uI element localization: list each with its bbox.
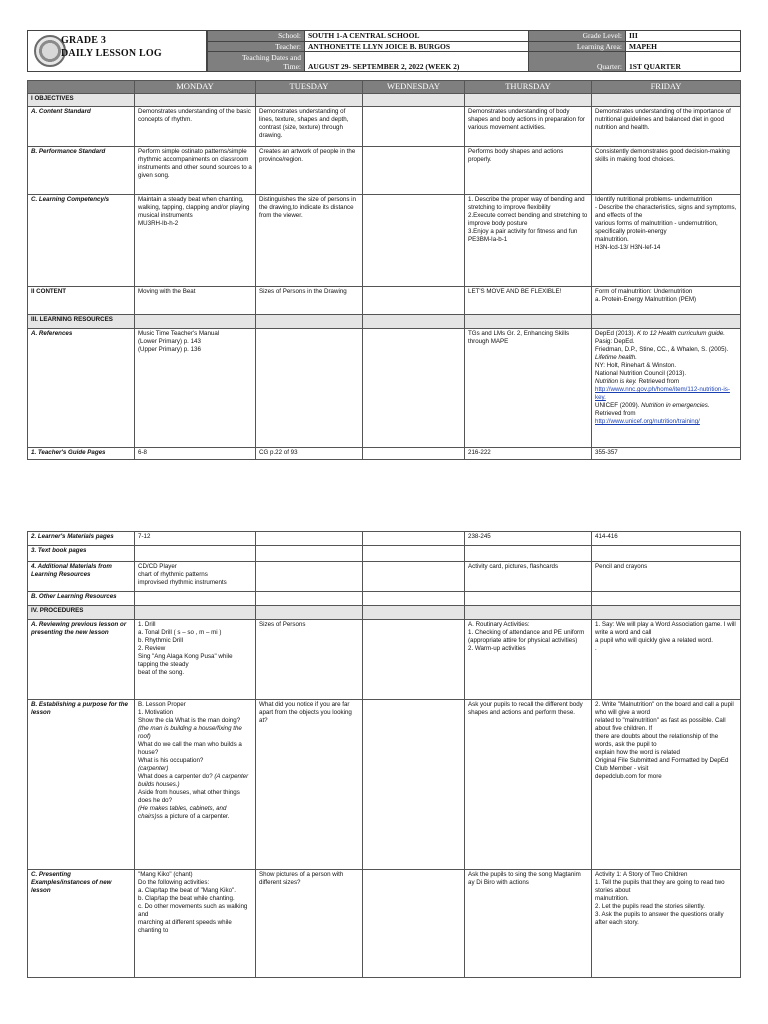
cell-monday: [135, 546, 256, 562]
text-line: 1. Describe the proper way of bending and stretching to improve flexibility: [468, 196, 585, 211]
cell-tuesday: Creates an artwork of people in the province/region.: [256, 147, 363, 195]
answer-line: (carpenter): [138, 765, 169, 772]
text-line: [595, 330, 737, 346]
text-line: CD/CD Player: [138, 563, 177, 570]
cell-friday: Demonstrates understanding of the importance of nutritional guidelines and balanced diet in good nutrition and health.: [592, 107, 741, 147]
cell-friday: [592, 592, 741, 606]
text-line: explain how the word is related: [595, 749, 680, 756]
cell-monday: [135, 329, 256, 448]
nnc-link[interactable]: http://www.nnc.gov.ph/home/item/112-nutrition-is-key.: [595, 386, 730, 401]
text-line: Show the cla What is the man doing?: [138, 717, 241, 724]
answer-text: (A carpenter builds houses.): [138, 773, 249, 788]
text-line: various forms of malnutrition - undernutrition, specifically protein-energy: [595, 220, 718, 235]
cell-wednesday: [363, 562, 465, 592]
content-standard-row: [28, 107, 741, 147]
reviewing-row: [28, 620, 741, 700]
row-label: B. Other Learning Resources: [28, 592, 135, 606]
cell-thursday: Performs body shapes and actions properly.: [465, 147, 592, 195]
cell-tuesday: Demonstrates understanding of lines, texture, shapes and depth, contrast (size, texture) through drawing.: [256, 107, 363, 147]
quarter-label: Quarter:: [529, 52, 626, 72]
competency-code: MU3RH-Ib-h-2: [138, 220, 179, 227]
text-line: b. Rhythmic Drill: [138, 637, 184, 644]
competency-code: H3N-Icd-13/ H3N-Ief-14: [595, 244, 661, 251]
text-line: improvised rhythmic instruments: [138, 579, 227, 586]
section-fill: [256, 315, 363, 329]
row-label: C. Learning Competency/s: [28, 195, 135, 287]
ref-title: K to 12 Health curriculum guide.: [636, 330, 726, 337]
text-line: What is his occupation?: [138, 757, 204, 764]
cell-friday: Consistently demonstrates good decision-making skills in making food choices.: [592, 147, 741, 195]
area-value: MAPEH: [626, 41, 741, 52]
section-fill: [135, 606, 256, 620]
textbook-row: [28, 546, 741, 562]
text-line: Maintain a steady beat when chanting, walking, tapping, clapping and/or playing musical instruments: [138, 196, 250, 219]
day-friday: FRIDAY: [592, 81, 741, 94]
cell-wednesday: [363, 700, 465, 870]
question-text: What does a carpenter do?: [138, 773, 215, 780]
text-line: Aside from houses, what other things does he do?: [138, 789, 240, 804]
performance-standard-row: [28, 147, 741, 195]
text-line: Activity 1: A Story of Two Children: [595, 871, 688, 878]
document-title: [61, 34, 162, 60]
ref-text: Retrieved from: [636, 378, 680, 385]
lesson-table-part2: [27, 531, 741, 978]
text-line: NY: Holt, Rinehart & Winston.: [595, 362, 677, 369]
text-line: .: [595, 645, 597, 652]
cell-tuesday: [256, 562, 363, 592]
section-fill: [363, 315, 465, 329]
section-fill: [465, 315, 592, 329]
text-line: malnutrition.: [595, 236, 629, 243]
presenting-row: [28, 870, 741, 978]
text-line: 1. Motivation: [138, 709, 174, 716]
text-line: 1. Drill: [138, 621, 156, 628]
cell-tuesday: Show pictures of a person with different sizes?: [256, 870, 363, 978]
text-line: [595, 378, 737, 386]
competency-row: [28, 195, 741, 287]
cell-monday: [135, 870, 256, 978]
row-label: A. Content Standard: [28, 107, 135, 147]
text-line: 2. Warm-up activities: [468, 645, 526, 652]
tg-pages-row: [28, 448, 741, 460]
text-line: a pupil who will quickly give a related word.: [595, 637, 713, 644]
ref-text: UNICEF (2009).: [595, 402, 642, 409]
cell-monday: [135, 592, 256, 606]
text-line: 1. Say: We will play a Word Association game. I will write a word and call: [595, 621, 736, 636]
row-label: 4. Additional Materials from Learning Resources: [28, 562, 135, 592]
question-text: ss a picture of a carpenter.: [156, 813, 230, 820]
objectives-row: [28, 94, 741, 107]
section-fill: [363, 606, 465, 620]
dates-label-line2: Time:: [283, 61, 301, 71]
cell-monday: [135, 700, 256, 870]
cell-wednesday: [363, 329, 465, 448]
cell-thursday: 216-222: [465, 448, 592, 460]
row-label: A. Reviewing previous lesson or presenting the new lesson: [28, 620, 135, 700]
text-line: 1. Tell the pupils that they are going to read two stories about: [595, 879, 725, 894]
competency-code: PE3BM-Ia-b-1: [468, 236, 508, 243]
ref-text: DepEd (2013).: [595, 330, 637, 337]
cell-friday: [592, 287, 741, 315]
text-line: a. Protein-Energy Malnutrition (PEM): [595, 296, 697, 303]
ref-text: Pasig: DepEd.: [595, 338, 635, 345]
cell-thursday: TGs and LMs Gr. 2, Enhancing Skills through MAPE: [465, 329, 592, 448]
resources-row: [28, 315, 741, 329]
section-fill: [363, 94, 465, 107]
dates-value: AUGUST 29- SEPTEMBER 2, 2022 (WEEK 2): [305, 52, 529, 72]
cell-monday: [135, 620, 256, 700]
ref-text: Friedman, D.P., Stine, CC., & Whalen, S. (2005).: [595, 346, 729, 353]
text-line: a. Tonal Drill ( s – so , m – mi ): [138, 629, 222, 636]
cell-thursday: Demonstrates understanding of body shapes and body actions in preparation for various movement activities.: [465, 107, 592, 147]
other-resources-row: [28, 592, 741, 606]
dates-label: [208, 52, 305, 72]
cell-friday: Pencil and crayons: [592, 562, 741, 592]
cell-monday: [135, 562, 256, 592]
section-fill: [256, 606, 363, 620]
text-line: Identify nutritional problems- undernutrition: [595, 196, 713, 203]
cell-friday: [592, 620, 741, 700]
school-label: School:: [208, 31, 305, 42]
row-label: B. Performance Standard: [28, 147, 135, 195]
text-line: [595, 402, 737, 410]
cell-tuesday: Sizes of Persons: [256, 620, 363, 700]
cell-friday: [592, 546, 741, 562]
row-label: B. Establishing a purpose for the lesson: [28, 700, 135, 870]
title-box: [27, 30, 207, 72]
text-line: b. Clap/tap the beat while chanting.: [138, 895, 235, 902]
days-header-row: [28, 81, 741, 94]
row-label: 2. Learner's Materials pages: [28, 532, 135, 546]
answer-text: (He makes tables, cabinets, and chairs): [138, 805, 227, 820]
teacher-label: Teacher:: [208, 41, 305, 52]
references-row: [28, 329, 741, 448]
text-line: (Lower Primary) p. 143: [138, 338, 201, 345]
corner-cell: [28, 81, 135, 94]
cell-wednesday: [363, 620, 465, 700]
cell-tuesday: [256, 329, 363, 448]
text-line: A. Routinary Activities:: [468, 621, 530, 628]
log-title: DAILY LESSON LOG: [61, 48, 162, 59]
lm-pages-row: [28, 532, 741, 546]
cell-friday: 414-416: [592, 532, 741, 546]
cell-tuesday: [256, 532, 363, 546]
section-fill: [135, 94, 256, 107]
section-fill: [256, 94, 363, 107]
text-line: [595, 346, 737, 362]
day-thursday: THURSDAY: [465, 81, 592, 94]
text-line: (Upper Primary) p. 136: [138, 346, 201, 353]
text-line: chart of rhythmic patterns: [138, 571, 208, 578]
cell-tuesday: CG p.22 of 93: [256, 448, 363, 460]
answer-line: (the man is building a house/fixing the roof): [138, 725, 242, 740]
cell-wednesday: [363, 870, 465, 978]
text-line: depedclub.com for more: [595, 773, 662, 780]
header-info-grid: [207, 30, 741, 72]
ref-title: Lifetime health.: [595, 354, 637, 361]
cell-thursday: LET'S MOVE AND BE FLEXIBLE!: [465, 287, 592, 315]
cell-wednesday: [363, 147, 465, 195]
cell-wednesday: [363, 195, 465, 287]
cell-monday: Perform simple ostinato patterns/simple rhythmic accompaniments on classroom instruments and other sound sources to a given song.: [135, 147, 256, 195]
objectives-label: I OBJECTIVES: [28, 94, 135, 107]
section-fill: [592, 606, 741, 620]
cell-thursday: 238-245: [465, 532, 592, 546]
row-label: 1. Teacher's Guide Pages: [28, 448, 135, 460]
cell-monday: Demonstrates understanding of the basic concepts of rhythm.: [135, 107, 256, 147]
cell-wednesday: [363, 546, 465, 562]
resources-label: III. LEARNING RESOURCES: [28, 315, 135, 329]
section-fill: [592, 94, 741, 107]
school-value: SOUTH 1-A CENTRAL SCHOOL: [305, 31, 529, 42]
text-line: B. Lesson Proper: [138, 701, 186, 708]
cell-friday: [592, 870, 741, 978]
cell-wednesday: [363, 592, 465, 606]
ref-title: Nutrition is key.: [595, 378, 637, 385]
cell-friday: [592, 329, 741, 448]
cell-monday: [135, 195, 256, 287]
text-line: there are doubts about the relationship of the words, ask the pupil to: [595, 733, 719, 748]
area-label: Learning Area:: [529, 41, 626, 52]
grade-title: GRADE 3: [61, 35, 107, 46]
text-line: Form of malnutrition: Undernutrition: [595, 288, 693, 295]
cell-wednesday: [363, 287, 465, 315]
text-line: malnutrition.: [595, 895, 629, 902]
text-line: 2. Write "Malnutrition" on the board and call a pupil who will give a word: [595, 701, 734, 716]
text-line: 2.Execute correct bending and stretching to improve body posture: [468, 212, 588, 227]
text-line: 2. Let the pupils read the stories silently.: [595, 903, 705, 910]
content-row: [28, 287, 741, 315]
text-line: [138, 805, 252, 821]
cell-tuesday: Sizes of Persons in the Drawing: [256, 287, 363, 315]
cell-wednesday: [363, 532, 465, 546]
day-wednesday: WEDNESDAY: [363, 81, 465, 94]
cell-thursday: [465, 195, 592, 287]
text-line: Do the following activities:: [138, 879, 210, 886]
text-line: - Describe the characteristics, signs and symptoms, and effects of the: [595, 204, 737, 219]
text-line: 3.Enjoy a pair activity for fitness and fun: [468, 228, 578, 235]
lesson-log-header: [27, 30, 740, 72]
text-line: 1. Checking of attendance and PE uniform (appropriate attire for physical activities): [468, 629, 585, 644]
text-line: "Mang Kiko" (chant): [138, 871, 193, 878]
cell-tuesday: [256, 546, 363, 562]
ref-title: Nutrition in emergencies.: [641, 402, 710, 409]
teacher-value: ANTHONETTE LLYN JOICE B. BURGOS: [305, 41, 529, 52]
cell-monday: Moving with the Beat: [135, 287, 256, 315]
unicef-link[interactable]: http://www.unicef.org/nutrition/training/: [595, 418, 700, 425]
lesson-table-part1: [27, 80, 741, 460]
cell-wednesday: [363, 448, 465, 460]
purpose-row: [28, 700, 741, 870]
procedures-label: IV. PROCEDURES: [28, 606, 135, 620]
text-line: [138, 773, 252, 789]
cell-thursday: Ask the pupils to sing the song Magtanim ay Di Biro with actions: [465, 870, 592, 978]
cell-thursday: Activity card, pictures, flashcards: [465, 562, 592, 592]
cell-tuesday: Distinguishes the size of persons in the drawing,to indicate its distance from the viewer.: [256, 195, 363, 287]
cell-monday: 7-12: [135, 532, 256, 546]
text-line: beat of the song.: [138, 669, 185, 676]
text-line: marching at different speeds while chanting to: [138, 919, 232, 934]
text-line: What do we call the man who builds a house?: [138, 741, 242, 756]
cell-friday: [592, 700, 741, 870]
day-monday: MONDAY: [135, 81, 256, 94]
text-line: Sing "Ang Alaga Kong Pusa" while tapping the steady: [138, 653, 233, 668]
row-label: A. References: [28, 329, 135, 448]
cell-wednesday: [363, 107, 465, 147]
cell-thursday: Ask your pupils to recall the different body shapes and actions and perform these.: [465, 700, 592, 870]
text-line: Music Time Teacher's Manual: [138, 330, 220, 337]
section-fill: [465, 606, 592, 620]
cell-thursday: [465, 592, 592, 606]
row-label: 3. Text book pages: [28, 546, 135, 562]
cell-thursday: [465, 546, 592, 562]
section-fill: [135, 315, 256, 329]
cell-tuesday: What did you notice if you are far apart from the objects you looking at?: [256, 700, 363, 870]
text-line: 2. Review: [138, 645, 166, 652]
quarter-value: 1ST QUARTER: [626, 52, 741, 72]
procedures-row: [28, 606, 741, 620]
dates-label-line1: Teaching Dates and: [241, 52, 301, 62]
grade-label: Grade Level:: [529, 31, 626, 42]
text-line: National Nutrition Council (2013).: [595, 370, 687, 377]
cell-tuesday: [256, 592, 363, 606]
row-label: C. Presenting Examples/instances of new lesson: [28, 870, 135, 978]
row-label: II CONTENT: [28, 287, 135, 315]
text-line: Retrieved from: [595, 410, 636, 417]
cell-monday: 6-8: [135, 448, 256, 460]
cell-friday: 355-357: [592, 448, 741, 460]
text-line: Original File Submitted and Formatted by DepEd Club Member - visit: [595, 757, 729, 772]
text-line: a. Clap/tap the beat of "Mang Kiko".: [138, 887, 236, 894]
text-line: c. Do other movements such as walking and: [138, 903, 248, 918]
cell-thursday: [465, 620, 592, 700]
cell-friday: [592, 195, 741, 287]
additional-materials-row: [28, 562, 741, 592]
section-fill: [465, 94, 592, 107]
grade-value: III: [626, 31, 741, 42]
text-line: related to "malnutrition" as fast as possible. Call about five children. If: [595, 717, 726, 732]
text-line: 3. Ask the pupils to answer the questions orally after each story.: [595, 911, 724, 926]
section-fill: [592, 315, 741, 329]
day-tuesday: TUESDAY: [256, 81, 363, 94]
